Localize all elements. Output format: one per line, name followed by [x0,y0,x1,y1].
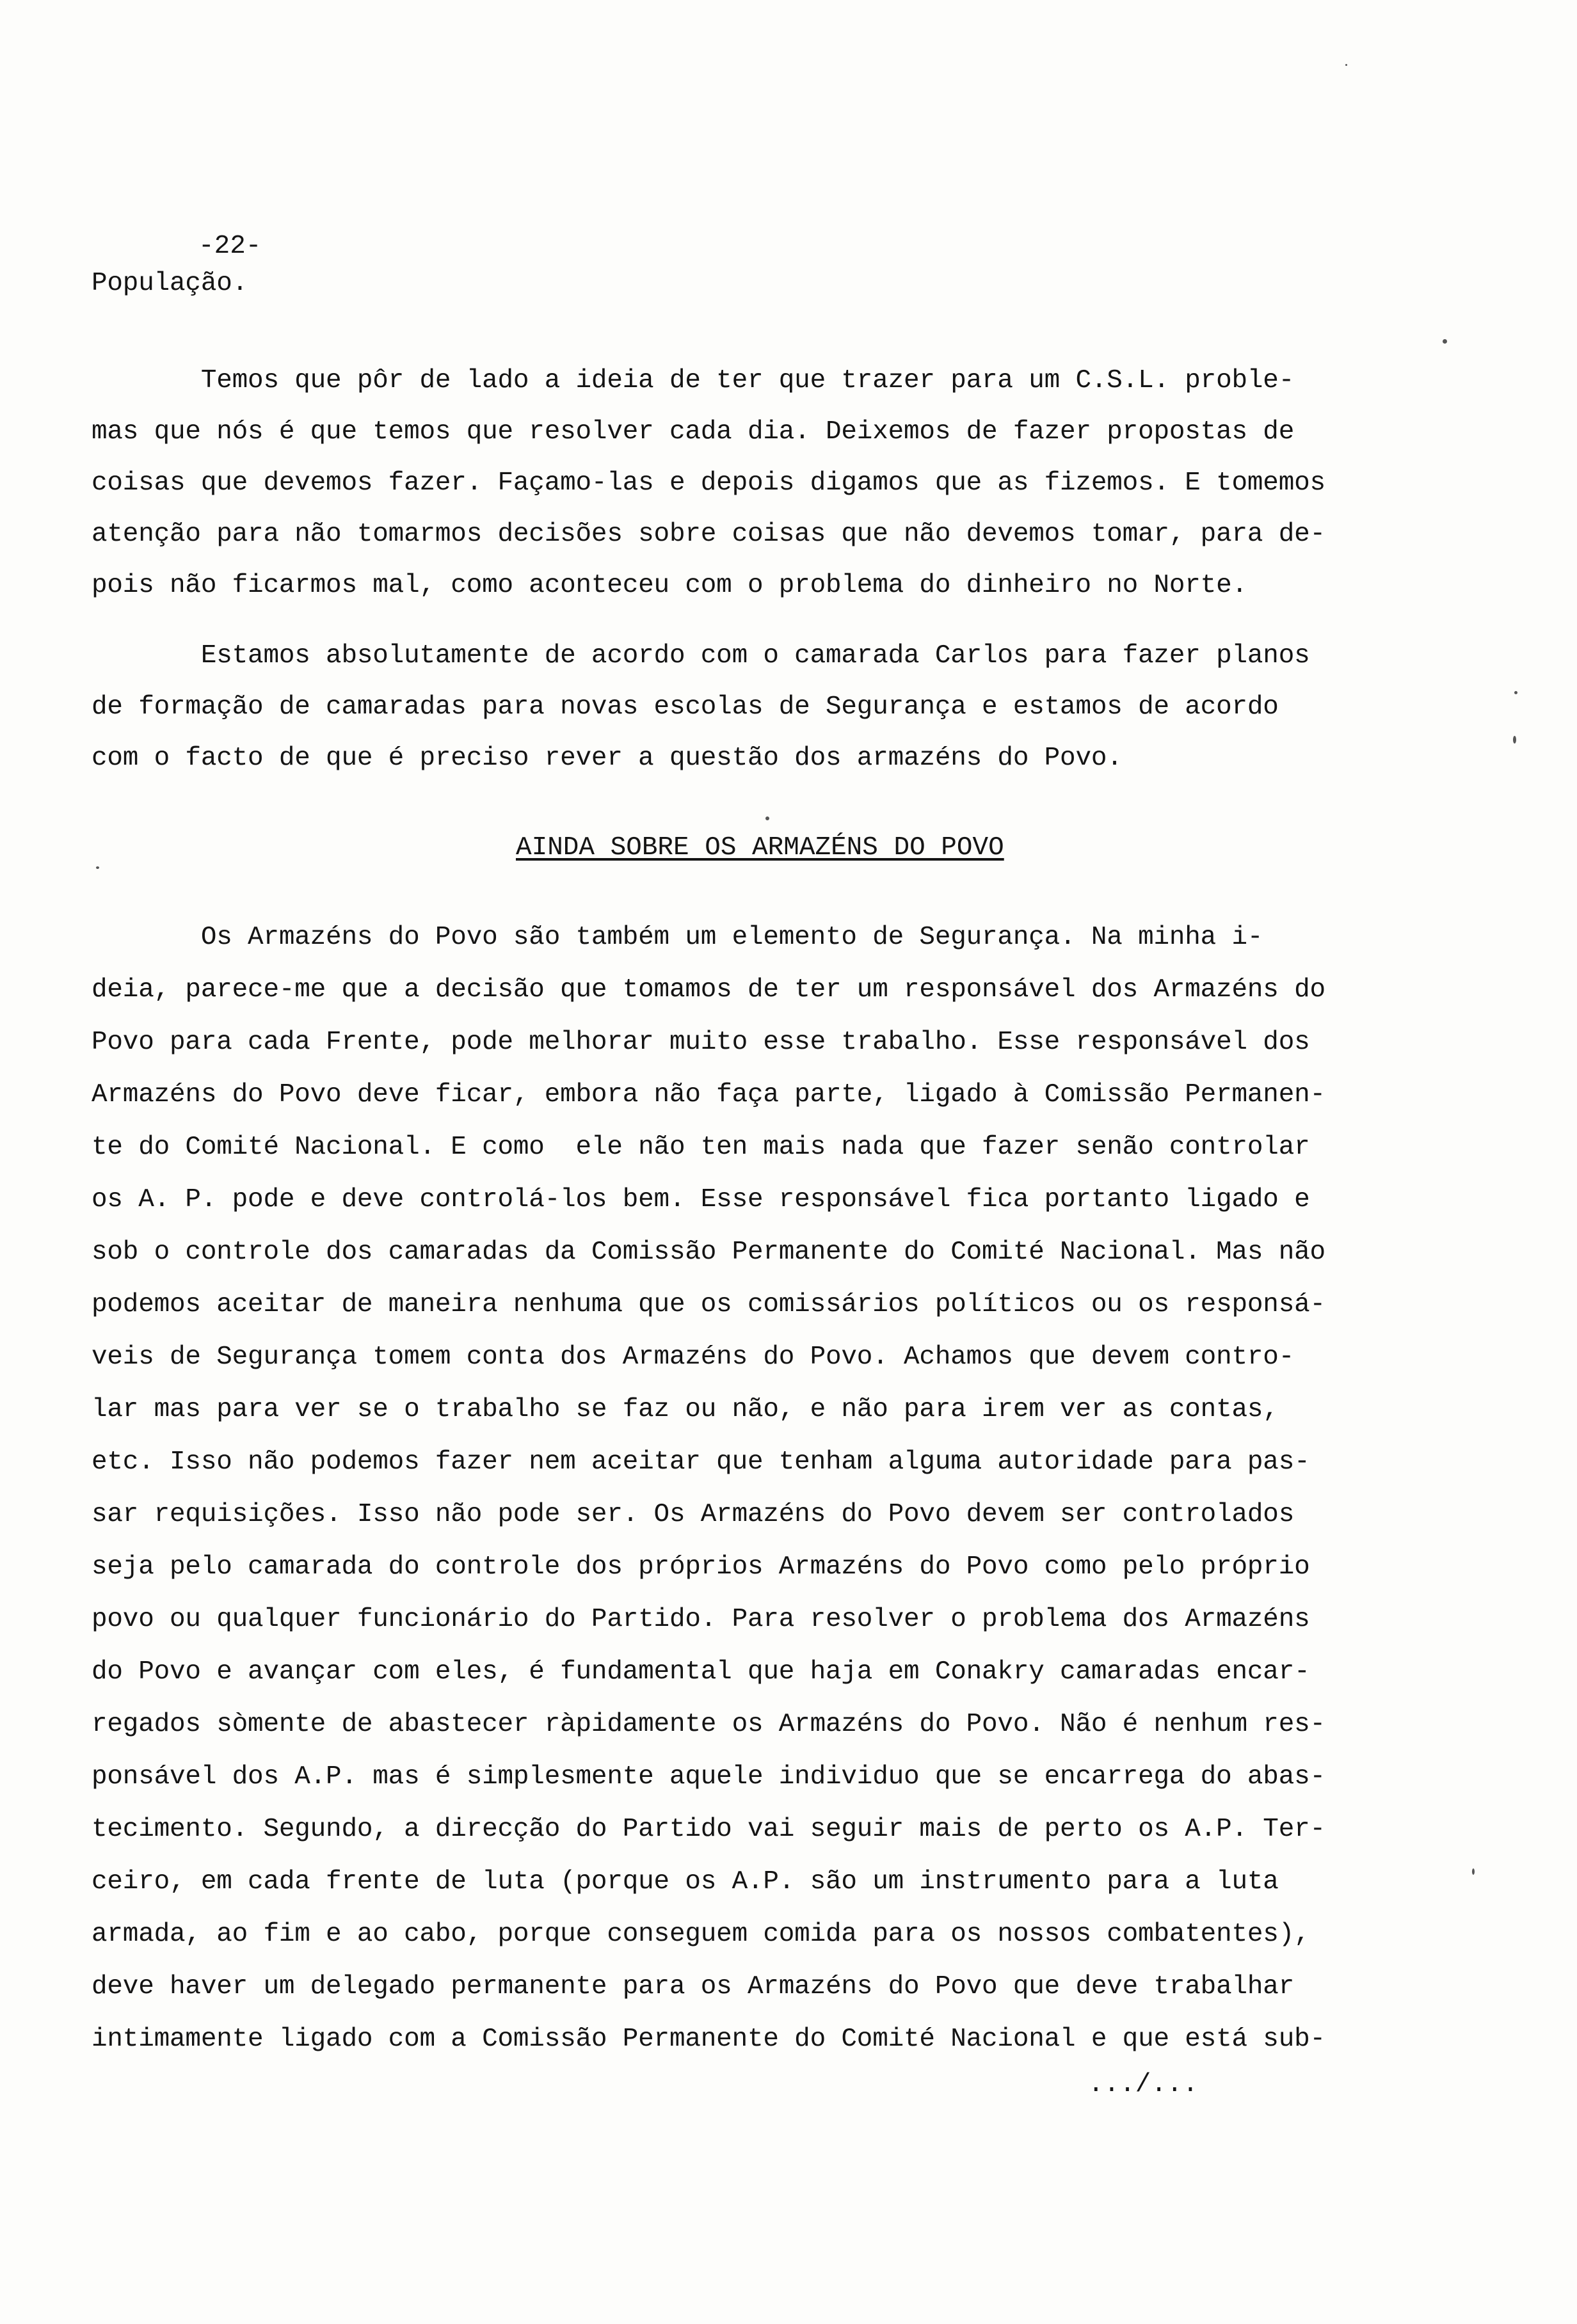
text-line: sar requisições. Isso não pode ser. Os Armazéns do Povo devem ser controlados [92,1500,1295,1529]
scan-speck [1443,339,1447,344]
continuation-marker: .../... [1088,2070,1199,2099]
text-line: mas que nós é que temos que resolver cada dia. Deixemos de fazer propostas de [92,417,1295,447]
text-line: intimamente ligado com a Comissão Permanente do Comité Nacional e que está sub- [92,2025,1325,2054]
text-line: de formação de camaradas para novas escolas de Segurança e estamos de acordo [92,692,1279,722]
text-line: sob o controle dos camaradas da Comissão Permanente do Comité Nacional. Mas não [92,1238,1325,1267]
text-line: Temos que pôr de lado a ideia de ter que trazer para um C.S.L. proble- [92,366,1295,395]
text-line: deve haver um delegado permanente para os Armazéns do Povo que deve trabalhar [92,1972,1295,2002]
text-line: ceiro, em cada frente de luta (porque os A.P. são um instrumento para a luta [92,1867,1279,1897]
text-line: Os Armazéns do Povo são também um elemento de Segurança. Na minha i- [92,923,1263,952]
text-line: os A. P. pode e deve controlá-los bem. Esse responsável fica portanto ligado e [92,1185,1310,1214]
text-line: Estamos absolutamente de acordo com o camarada Carlos para fazer planos [92,641,1310,671]
text-line: podemos aceitar de maneira nenhuma que os comissários políticos ou os responsá- [92,1290,1325,1319]
text-line: Armazéns do Povo deve ficar, embora não faça parte, ligado à Comissão Permanen- [92,1080,1325,1110]
section-end-text: População. [92,269,248,298]
text-line: do Povo e avançar com eles, é fundamental que haja em Conakry camaradas encar- [92,1657,1310,1687]
text-line: pois não ficarmos mal, como aconteceu com o problema do dinheiro no Norte. [92,571,1247,600]
text-line: coisas que devemos fazer. Façamo-las e depois digamos que as fizemos. E tomemos [92,468,1325,498]
text-line: te do Comité Nacional. E como ele não ten mais nada que fazer senão controlar [92,1133,1310,1162]
section-heading: AINDA SOBRE OS ARMAZÉNS DO POVO [516,833,1004,863]
text-line: tecimento. Segundo, a direcção do Partido vai seguir mais de perto os A.P. Ter- [92,1815,1325,1844]
text-line: com o facto de que é preciso rever a questão dos armazéns do Povo. [92,744,1123,773]
text-line: armada, ao fim e ao cabo, porque conseguem comida para os nossos combatentes), [92,1920,1310,1949]
page-number: -22- [198,232,262,261]
scan-speck [765,816,769,820]
scan-speck [1513,736,1516,744]
text-line: lar mas para ver se o trabalho se faz ou não, e não para irem ver as contas, [92,1395,1279,1424]
scan-speck [1345,64,1347,66]
text-line: deia, parece-me que a decisão que tomamos de ter um responsável dos Armazéns do [92,975,1325,1005]
text-line: povo ou qualquer funcionário do Partido. Para resolver o problema dos Armazéns [92,1605,1310,1634]
text-line: regados sòmente de abastecer ràpidamente os Armazéns do Povo. Não é nenhum res- [92,1710,1325,1739]
text-line: etc. Isso não podemos fazer nem aceitar que tenham alguma autoridade para pas- [92,1447,1310,1477]
text-line: atenção para não tomarmos decisões sobre coisas que não devemos tomar, para de- [92,520,1325,549]
scan-speck [96,866,99,869]
scan-speck [1514,691,1517,694]
text-line: Povo para cada Frente, pode melhorar muito esse trabalho. Esse responsável dos [92,1028,1310,1057]
text-line: ponsável dos A.P. mas é simplesmente aquele individuo que se encarrega do abas- [92,1762,1325,1792]
text-line: veis de Segurança tomem conta dos Armazéns do Povo. Achamos que devem contro- [92,1342,1295,1372]
scan-speck [1472,1868,1475,1875]
text-line: seja pelo camarada do controle dos próprios Armazéns do Povo como pelo próprio [92,1552,1310,1582]
